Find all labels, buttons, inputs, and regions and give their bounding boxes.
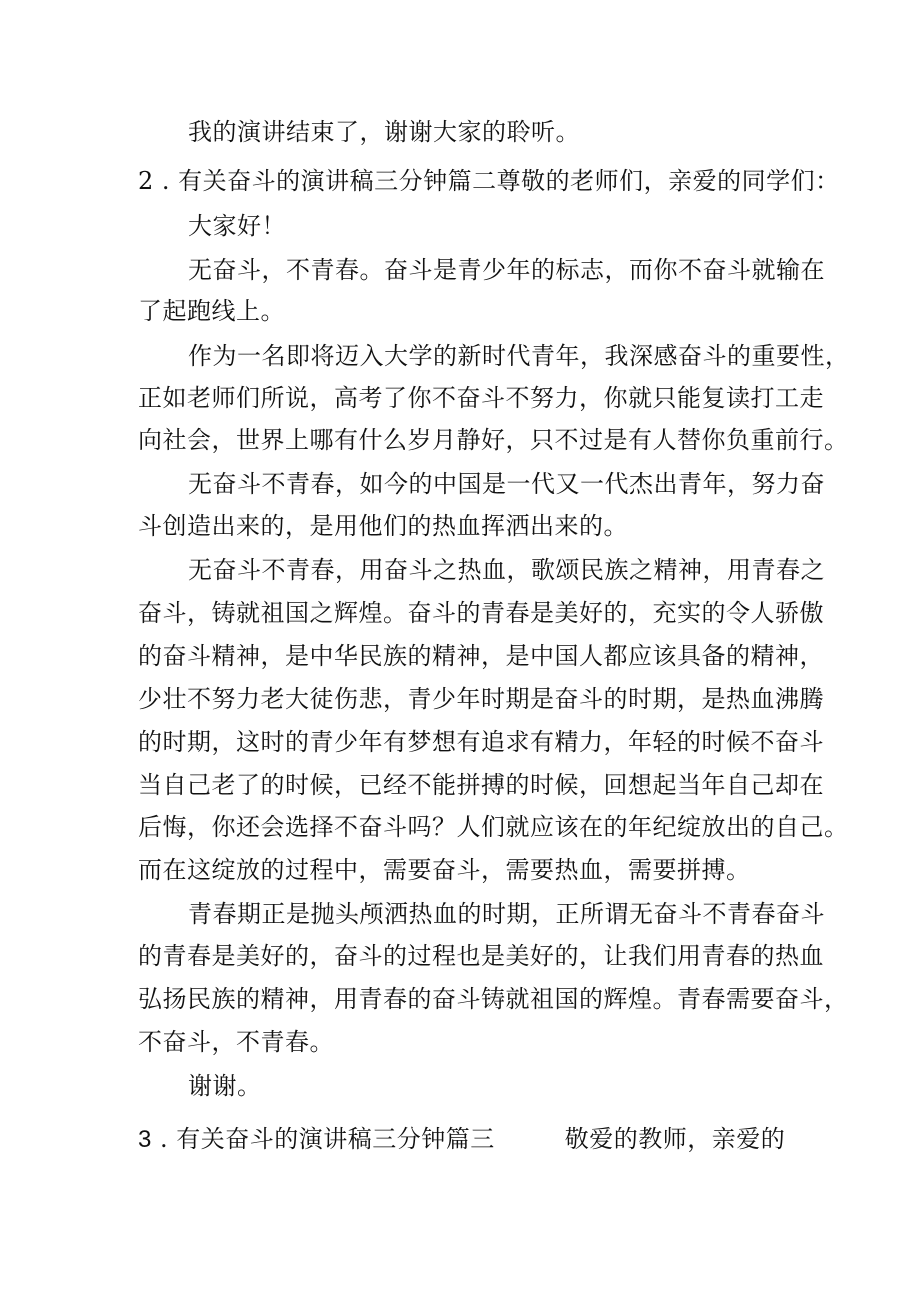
paragraph-line: 斗创造出来的，是用他们的热血挥洒出来的。	[138, 512, 628, 540]
paragraph-line: 当自己老了的时候，已经不能拼搏的时候，回想起当年自己却在	[138, 771, 824, 799]
paragraph-line: 正如老师们所说，高考了你不奋斗不努力，你就只能复读打工走	[138, 384, 824, 412]
paragraph-line: 青春期正是抛头颅洒热血的时期，正所谓无奋斗不青春奋斗	[188, 900, 825, 928]
paragraph-line: 而在这绽放的过程中，需要奋斗，需要热血，需要拼搏。	[138, 856, 751, 884]
section-rest: 敬爱的教师，亲爱的	[564, 1125, 786, 1153]
paragraph-line: 后悔，你还会选择不奋斗吗？人们就应该在的年纪绽放出的自己。	[138, 813, 849, 841]
paragraph-line: 的时期，这时的青少年有梦想有追求有精力，年轻的时候不奋斗	[138, 728, 824, 756]
paragraph-line: 作为一名即将迈入大学的新时代青年，我深感奋斗的重要性，	[188, 342, 850, 370]
section-heading-3	[138, 1124, 785, 1155]
paragraph-line: 的奋斗精神，是中华民族的精神，是中国人都应该具备的精神，	[138, 642, 824, 670]
paragraph-line: 奋斗，铸就祖国之辉煌。奋斗的青春是美好的，充实的令人骄傲	[138, 599, 824, 627]
paragraph-line: 无奋斗不青春，如今的中国是一代又一代杰出青年，努力奋	[188, 470, 825, 498]
paragraph-line: 少壮不努力老大徒伤悲，青少年时期是奋斗的时期，是热血沸腾	[138, 685, 824, 713]
paragraph-line: 不奋斗，不青春。	[138, 1028, 334, 1056]
closing-line: 我的演讲结束了，谢谢大家的聆听。	[188, 118, 580, 146]
section-heading-2: 2 . 有关奋斗的演讲稿三分钟篇二尊敬的老师们，亲爱的同学们：	[138, 167, 840, 195]
paragraph-line: 的青春是美好的，奋斗的过程也是美好的，让我们用青春的热血	[138, 942, 824, 970]
greeting-line: 大家好！	[188, 212, 286, 240]
paragraph-line: 无奋斗不青春，用奋斗之热血，歌颂民族之精神，用青春之	[188, 556, 825, 584]
paragraph-line: 无奋斗，不青春。奋斗是青少年的标志，而你不奋斗就输在	[188, 256, 825, 284]
paragraph-line: 弘扬民族的精神，用青春的奋斗铸就祖国的辉煌。青春需要奋斗，	[138, 985, 849, 1013]
paragraph-line: 向社会，世界上哪有什么岁月静好，只不过是有人替你负重前行。	[138, 426, 849, 454]
section-title: . 有关奋斗的演讲稿三分钟篇三	[160, 1125, 495, 1153]
section-number: 3	[138, 1126, 152, 1153]
paragraph-line: 了起跑线上。	[138, 297, 285, 325]
thanks-line: 谢谢。	[188, 1072, 262, 1100]
